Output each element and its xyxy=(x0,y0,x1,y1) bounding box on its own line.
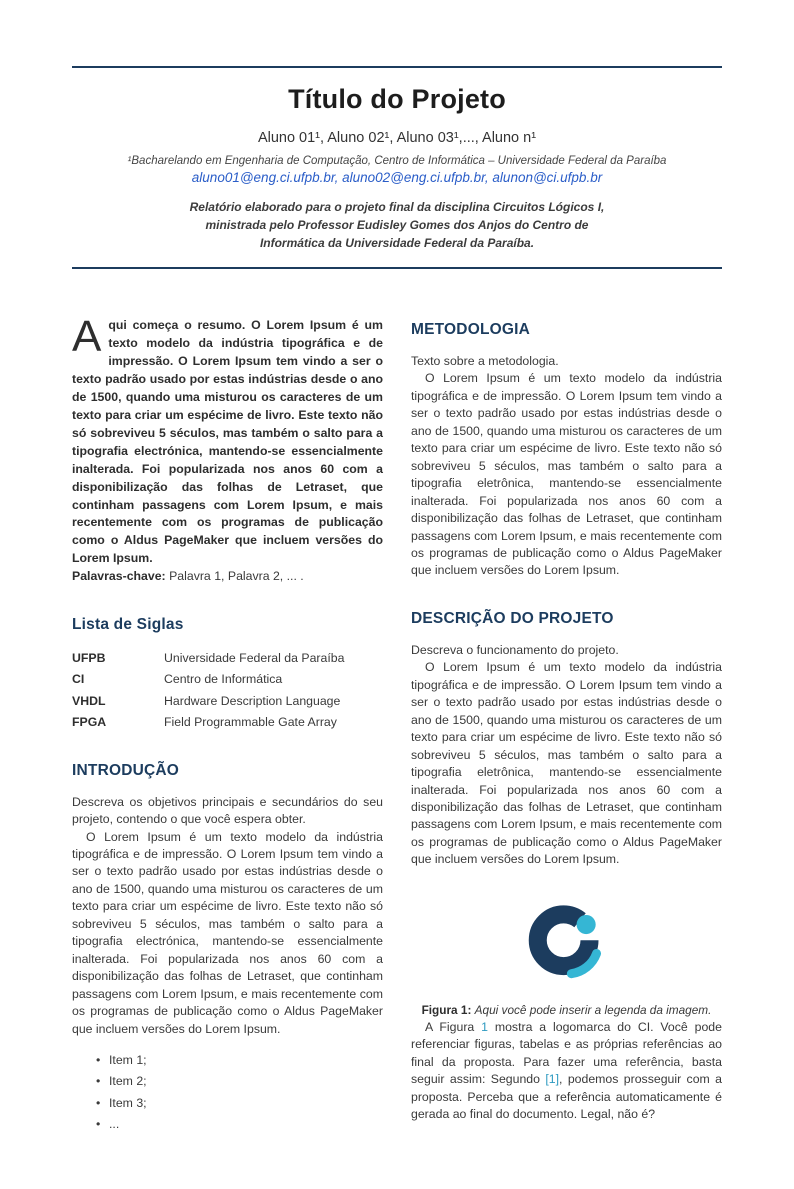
citation-reference-link[interactable]: [1] xyxy=(545,1072,560,1087)
section-heading-introducao: INTRODUÇÃO xyxy=(72,761,180,779)
ci-logo-icon xyxy=(522,893,612,983)
list-item: • Item 2; xyxy=(96,1073,383,1090)
acronym-row xyxy=(72,650,383,667)
document-header xyxy=(72,84,722,252)
closing-text-2: mostra a logomarca do CI. Você pode referenciar figuras, tabelas e as próprias referências ao final da proposta. Para fazer uma referência, basta seguir assim: Segundo xyxy=(411,1019,722,1087)
abstract-paragraph xyxy=(72,312,383,568)
document-page xyxy=(0,66,794,1189)
acronym-definition: Centro de Informática xyxy=(164,672,283,687)
ci-logo-dot xyxy=(576,915,595,934)
bullet-list xyxy=(96,1052,383,1134)
authors-line: Aluno 01¹, Aluno 02¹, Aluno 03¹,..., Aluno n¹ xyxy=(257,130,537,146)
figure-caption xyxy=(411,1002,722,1019)
course-note: Relatório elaborado para o projeto final da disciplina Circuitos Lógicos I, ministrada pelo Professor Eudisley Gomes dos Anjos do Centro de Informática da Universidade Federal da Paraíba. xyxy=(189,200,605,250)
affiliation-line: ¹Bacharelando em Engenharia de Computação, Centro de Informática – Universidade Federal da Paraíba xyxy=(127,155,667,167)
list-item: • ... xyxy=(96,1116,383,1133)
acronym-definition: Field Programmable Gate Array xyxy=(164,715,337,730)
descricao-paragraph-2: O Lorem Ipsum é um texto modelo da indústria tipográfica e de impressão. O Lorem Ipsum tem vindo a ser o texto padrão usado por estas indústrias desde o ano de 1500, quando uma misturou os caracteres de um texto para criar um espécime de livro. Este texto não só sobreviveu 5 séculos, mas também o salto para a tipografia eletrônica, mantendo-se essencialmente inalterada. Foi popularizada nos anos 60 com a disponibilização das folhas de Letraset, que continham passagens com Lorem Ipsum, e mais recentemente com os programas de publicação como o Aldus PageMaker que incluem versões do Lorem Ipsum. xyxy=(411,660,722,867)
metodologia-paragraph-2: O Lorem Ipsum é um texto modelo da indústria tipográfica e de impressão. O Lorem Ipsum tem vindo a ser o texto padrão usado por estas indústrias desde o ano de 1500, quando uma misturou os caracteres de um texto para criar um espécime de livro. Este texto não só sobreviveu 5 séculos, mas também o salto para a tipografia eletrônica, mantendo-se essencialmente inalterada. Foi popularizada nos anos 60 com a disponibilização das folhas de Letraset, que continham passagens com Lorem Ipsum, e mais recentemente com os programas de publicação como o Aldus PageMaker que incluem versões do Lorem Ipsum. xyxy=(411,371,722,578)
intro-paragraph-1: Descreva os objetivos principais e secundários do seu projeto, contendo o que você espera obter. xyxy=(72,794,383,827)
abstract-dropcap: A xyxy=(72,312,102,361)
acronym-definition: Hardware Description Language xyxy=(164,693,341,708)
acronym-abbr: VHDL xyxy=(72,693,106,708)
page-title: Título do Projeto xyxy=(288,84,506,114)
abstract-text: qui começa o resumo. O Lorem Ipsum é um texto modelo da indústria tipográfica e de impressão. O Lorem Ipsum tem vindo a ser o texto padrão usado por estas indústrias desde o ano de 1500, quando uma misturou os caracteres de um texto para criar um espécime de livro. Este texto não só sobreviveu 5 séculos, mas também o salto para a tipografia electrónica, mantendo-se essencialmente inalterada. Foi popularizada nos anos 60 com a disponibilização das folhas de Letraset, que continham passagens com Lorem Ipsum, e mais recentemente com os programas de publicação como o Aldus PageMaker que incluem versões do Lorem Ipsum. xyxy=(72,318,383,566)
section-heading-siglas: Lista de Siglas xyxy=(72,615,184,633)
list-item: • Item 1; xyxy=(96,1052,383,1069)
acronym-list xyxy=(72,650,383,732)
descricao-paragraph-1: Descreva o funcionamento do projeto. xyxy=(411,642,619,657)
closing-text-1: A Figura xyxy=(425,1019,482,1034)
acronym-abbr: UFPB xyxy=(72,650,106,665)
closing-text-3: , podemos prosseguir com a proposta. Perceba que a referência automaticamente é gerada ao final do documento. Legal, não é? xyxy=(411,1072,722,1122)
metodologia-paragraph-1: Texto sobre a metodologia. xyxy=(411,354,559,368)
keywords-label: Palavras-chave: xyxy=(72,569,166,584)
section-heading-metodologia: METODOLOGIA xyxy=(411,321,531,338)
keywords-line xyxy=(72,568,383,585)
author-emails-link[interactable]: aluno01@eng.ci.ufpb.br, aluno02@eng.ci.ufpb.br, alunon@ci.ufpb.br xyxy=(191,170,603,185)
acronym-definition: Universidade Federal da Paraíba xyxy=(164,650,345,665)
acronym-row xyxy=(72,714,383,731)
section-heading-descricao: DESCRIÇÃO DO PROJETO xyxy=(411,609,614,627)
list-item: • Item 3; xyxy=(96,1095,383,1112)
figure-caption-text: Aqui você pode inserir a legenda da imagem. xyxy=(474,1003,712,1018)
intro-paragraph-2: O Lorem Ipsum é um texto modelo da indústria tipográfica e de impressão. O Lorem Ipsum tem vindo a ser o texto padrão usado por estas indústrias desde o ano de 1500, quando uma misturou os caracteres de um texto para criar um espécime de livro. Este texto não só sobreviveu 5 séculos, mas também o salto para a tipografia electrónica, mantendo-se essencialmente inalterada. Foi popularizada nos anos 60 com a disponibilização das folhas de Letraset, que continham passagens com Lorem Ipsum, e mais recentemente com os programas de publicação como o Aldus PageMaker que incluem versões do Lorem Ipsum. xyxy=(72,829,383,1036)
right-column xyxy=(411,317,722,1138)
acronym-row xyxy=(72,693,383,710)
acronym-abbr: CI xyxy=(72,672,85,687)
two-column-body xyxy=(72,312,722,1138)
closing-paragraph xyxy=(411,1019,722,1124)
acronym-row xyxy=(72,671,383,688)
figure-caption-label: Figura 1: xyxy=(421,1003,472,1018)
header-rule-bottom xyxy=(72,267,722,269)
figure-reference-link[interactable]: 1 xyxy=(481,1019,488,1034)
left-column xyxy=(72,312,383,1138)
acronym-abbr: FPGA xyxy=(72,715,107,730)
header-rule-top xyxy=(72,66,722,68)
figure-1 xyxy=(411,893,722,1019)
keywords-text: Palavra 1, Palavra 2, ... . xyxy=(169,569,304,584)
